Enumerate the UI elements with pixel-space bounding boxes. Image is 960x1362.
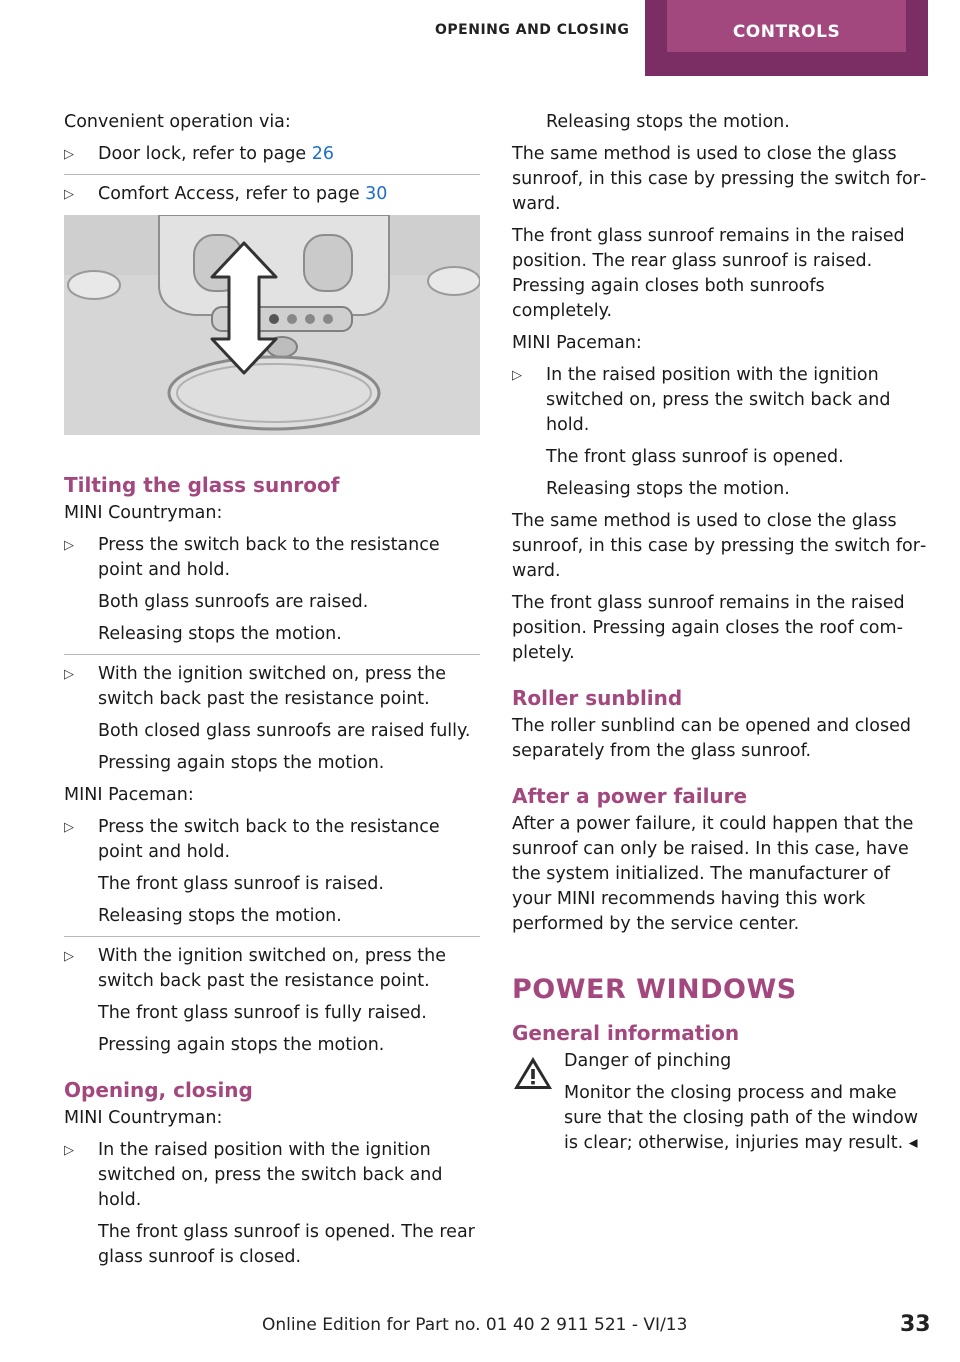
list-item: [512, 363, 930, 438]
list-item-result: Releasing stops the motion.: [546, 112, 790, 132]
list-item: [64, 142, 480, 167]
list-item-text: Press the switch back to the resistance point and hold.: [98, 817, 440, 862]
list-item: [64, 1138, 480, 1213]
right-column: [512, 110, 930, 1163]
page-link-30[interactable]: 30: [365, 184, 388, 204]
warning-box: [512, 1049, 930, 1156]
list-item-text: Press the switch back to the resistance point and hold.: [98, 535, 440, 580]
sunroof-switch-illustration: [64, 215, 480, 435]
footer-edition: Online Edition for Part no. 01 40 2 911 521 - VI/13: [262, 1315, 688, 1335]
paragraph: After a power failure, it could happen that the sunroof can only be raised. In this case, have the system initialized. The manufacturer of your MINI recommends having this work performed by the service center.: [512, 814, 914, 934]
heading-power-windows: POWER WINDOWS: [512, 974, 797, 1005]
list-item-result: Pressing again stops the motion.: [98, 753, 385, 773]
list-item-text: With the ignition switched on, press the switch back past the resistance point.: [98, 664, 447, 709]
list-item-result: Pressing again stops the motion.: [98, 1035, 385, 1055]
list-item-text: In the raised position with the ignition switched on, press the switch back and hold.: [98, 1140, 443, 1210]
bullet-triangle-icon: ▷: [64, 147, 74, 162]
list-item-text: Door lock, refer to page: [98, 144, 312, 164]
bullet-triangle-icon: ▷: [512, 368, 522, 383]
heading-opening-closing: Opening, closing: [64, 1078, 253, 1102]
header-section-title: OPENING AND CLOSING: [435, 22, 630, 38]
sunroof-switch-drawing: [64, 215, 480, 435]
intro-text: Convenient operation via:: [64, 112, 291, 132]
paragraph: The front glass sunroof remains in the raised position. Pressing again closes the roof completely.: [512, 593, 905, 663]
bullet-triangle-icon: ▷: [64, 187, 74, 202]
paragraph: The same method is used to close the glass sunroof, in this case by pressing the switch forward.: [512, 144, 927, 214]
divider: [64, 936, 480, 937]
header-tab: [645, 0, 928, 76]
page-link-26[interactable]: 26: [311, 144, 335, 164]
bullet-triangle-icon: ▷: [64, 1143, 74, 1158]
list-item-text: In the raised position with the ignition switched on, press the switch back and hold.: [546, 365, 891, 435]
list-item-result: The front glass sunroof is raised.: [98, 874, 384, 894]
warning-triangle-icon: [512, 1055, 554, 1091]
list-item-result: Both glass sunroofs are raised.: [98, 592, 369, 612]
list-item-result: Releasing stops the motion.: [98, 624, 342, 644]
list-item-result: The front glass sunroof is opened. The rear glass sunroof is closed.: [98, 1222, 475, 1267]
paragraph: The same method is used to close the glass sunroof, in this case by pressing the switch forward.: [512, 511, 927, 581]
left-column: [64, 110, 480, 1277]
heading-tilting-glass-sunroof: Tilting the glass sunroof: [64, 473, 340, 497]
list-item-result: Both closed glass sunroofs are raised fully.: [98, 721, 471, 741]
list-item-result: Releasing stops the motion.: [546, 479, 790, 499]
warning-title: Danger of pinching: [564, 1051, 732, 1071]
model-label-countryman: MINI Countryman:: [64, 503, 223, 523]
list-item-result: Releasing stops the motion.: [98, 906, 342, 926]
list-item: [64, 182, 480, 207]
heading-roller-sunblind: Roller sunblind: [512, 686, 683, 710]
model-label-paceman: MINI Paceman:: [64, 785, 194, 805]
list-item: [64, 662, 480, 712]
header-tab-label: CONTROLS: [667, 0, 906, 52]
list-item-result: The front glass sunroof is opened.: [546, 447, 844, 467]
end-mark-icon: ◂: [908, 1133, 918, 1153]
bullet-triangle-icon: ▷: [64, 667, 74, 682]
model-label-paceman: MINI Paceman:: [512, 333, 642, 353]
list-item: [64, 533, 480, 583]
bullet-triangle-icon: ▷: [64, 538, 74, 553]
paragraph: The front glass sunroof remains in the raised position. The rear glass sunroof is raised. Pressing again closes both sunroofs completely.: [512, 226, 905, 321]
list-item: [64, 944, 480, 994]
heading-general-information: General information: [512, 1021, 740, 1045]
divider: [64, 654, 480, 655]
list-item: [64, 815, 480, 865]
paragraph: The roller sunblind can be opened and closed separately from the glass sunroof.: [512, 716, 911, 761]
warning-text-line: [564, 1081, 930, 1156]
list-item-result: The front glass sunroof is fully raised.: [98, 1003, 427, 1023]
bullet-triangle-icon: ▷: [64, 820, 74, 835]
divider: [64, 174, 480, 175]
heading-after-power-failure: After a power failure: [512, 784, 748, 808]
list-item-text: With the ignition switched on, press the switch back past the resistance point.: [98, 946, 447, 991]
warning-text: Monitor the closing process and make sure that the closing path of the window is clear; otherwise, injuries may result.: [564, 1083, 919, 1153]
bullet-triangle-icon: ▷: [64, 949, 74, 964]
list-item-text: Comfort Access, refer to page: [98, 184, 366, 204]
page-number: 33: [900, 1312, 931, 1337]
model-label-countryman: MINI Countryman:: [64, 1108, 223, 1128]
